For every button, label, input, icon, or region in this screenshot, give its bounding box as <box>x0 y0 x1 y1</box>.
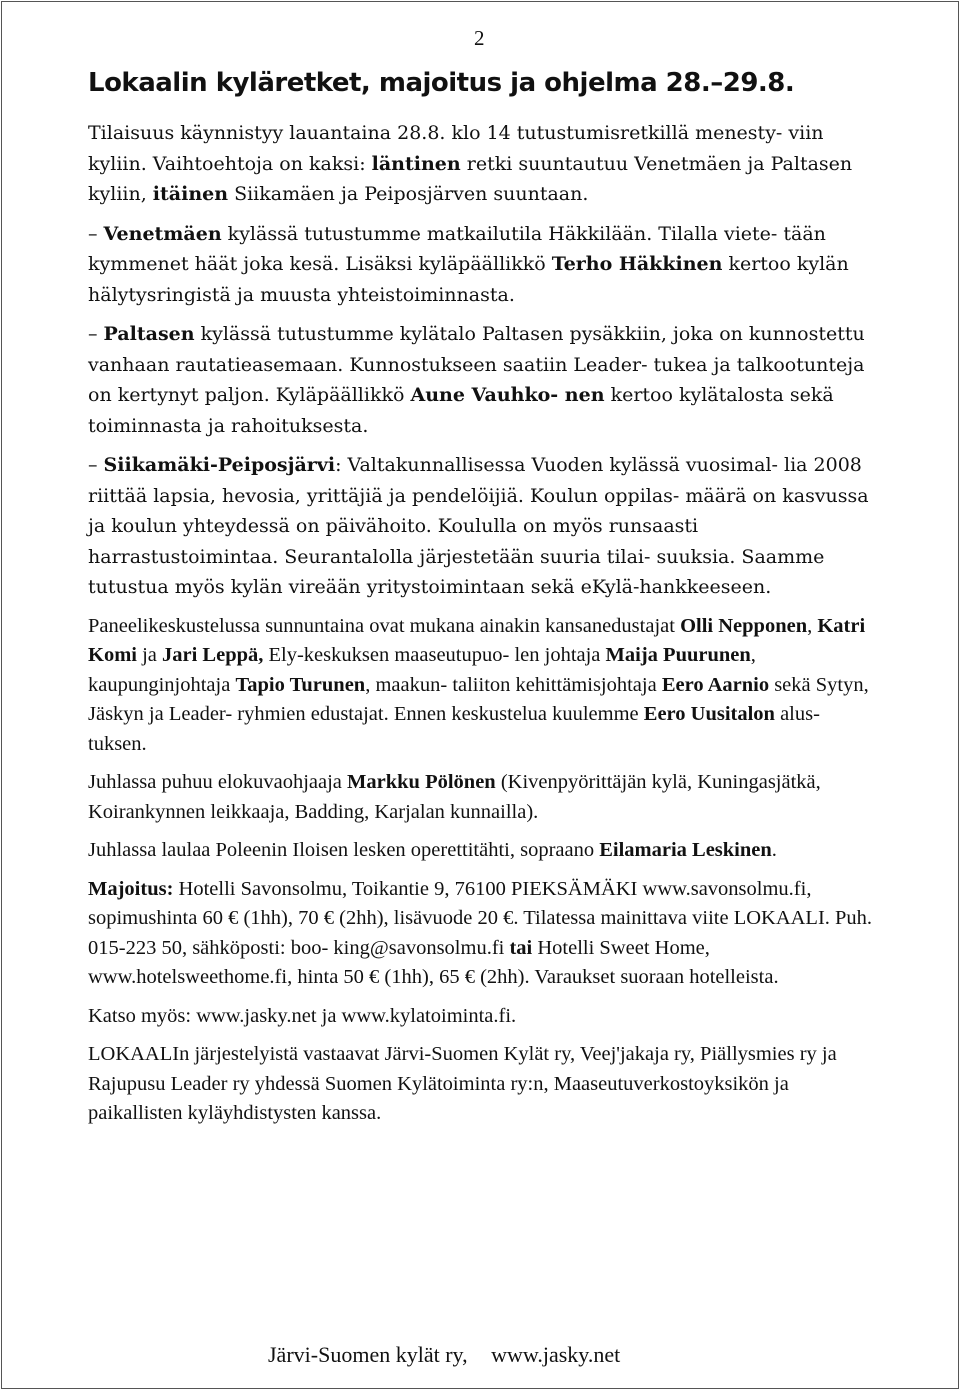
paragraph-see-also: Katso myös: www.jasky.net ja www.kylatoiminta.fi. <box>88 1004 517 1027</box>
paragraph-siikamaki: – Siikamäki-Peiposjärvi: Valtakunnallisessa Vuoden kylässä vuosimal- lia 2008 riittää lapsia, hevosia, yrittäjiä ja pendelöijiä. Koulun oppilas- määrä on kasvussa ja koulun yhteydessä on päivähoito. Koululla on myös runsaasti harrastustoimintaa. Seurantalolla järjestetään suuria tilai- suuksia. Saamme tutustua myös kylän vireään yritystoimintaan sekä eKylä-hankkeeseen. <box>88 454 869 598</box>
footer-org: Järvi-Suomen kylät ry, <box>268 1342 468 1367</box>
paragraph-intro: Tilaisuus käynnistyy lauantaina 28.8. klo 14 tutustumisretkillä menesty- viin kyliin. Vaihtoehtoja on kaksi: läntinen retki suuntautuu Venetmäen ja Paltasen kyliin, itäinen Siikamäen ja Peiposjärven suuntaan. <box>88 122 853 205</box>
body-text <box>88 118 878 1138</box>
page-footer <box>268 1342 638 1368</box>
footer-url: www.jasky.net <box>491 1342 621 1367</box>
paragraph-accommodation: Majoitus: Hotelli Savonsolmu, Toikantie 9, 76100 PIEKSÄMÄKI www.savonsolmu.fi, sopimushinta 60 € (1hh), 70 € (2hh), lisävuode 20 €. Tilatessa mainittava viite LOKAALI. Puh. 015-223 50, sähköposti: boo- king@savonsolmu.fi tai Hotelli Sweet Home, www.hotelsweethome.fi, hinta 50 € (1hh), 65 € (2hh). Varaukset suoraan hotelleista. <box>88 877 873 988</box>
document-page <box>1 1 959 1389</box>
page-title: Lokaalin kyläretket, majoitus ja ohjelma 28.–29.8. <box>88 68 795 98</box>
paragraph-paltanen: – Paltasen kylässä tutustumme kylätalo Paltasen pysäkkiin, joka on kunnostettu vanhaan rautatieasemaan. Kunnostukseen saatiin Leader- tukea ja talkootunteja on kertynyt paljon. Kyläpäällikkö Aune Vauhko- nen kertoo kylätalosta sekä toiminnasta ja rahoituksesta. <box>88 323 865 437</box>
paragraph-speaker: Juhlassa puhuu elokuvaohjaaja Markku Pölönen (Kivenpyörittäjän kylä, Kuningasjätkä, Koirankynnen leikkaaja, Badding, Karjalan kunnailla). <box>88 771 821 823</box>
paragraph-venetmaki: – Venetmäen kylässä tutustumme matkailutila Häkkilään. Tilalla viete- tään kymmenet häät joka kesä. Lisäksi kyläpäällikkö Terho Häkkinen kertoo kylän hälytysringistä ja muusta yhteistoiminnasta. <box>88 222 849 306</box>
paragraph-panel: Paneelikeskustelussa sunnuntaina ovat mukana ainakin kansanedustajat Olli Nepponen, Katri Komi ja Jari Leppä, Ely-keskuksen maaseutupuo- len johtaja Maija Puurunen, kaupunginjohtaja Tapio Turunen, maakun- taliiton kehittämisjohtaja Eero Aarnio sekä Sytyn, Jäskyn ja Leader- ryhmien edustajat. Ennen keskustelua kuulemme Eero Uusitalon alus- tuksen. <box>88 614 869 755</box>
paragraph-singer: Juhlassa laulaa Poleenin Iloisen lesken operettitähti, sopraano Eilamaria Leskinen. <box>88 839 777 861</box>
paragraph-organizers: LOKAALIn järjestelyistä vastaavat Järvi-Suomen Kylät ry, Veej'jakaja ry, Piällysmies ry ja Rajupusu Leader ry yhdessä Suomen Kylätoiminta ry:n, Maaseutuverkostoyksikön ja paikallisten kyläyhdistysten kanssa. <box>88 1043 837 1124</box>
page-number: 2 <box>474 26 485 50</box>
